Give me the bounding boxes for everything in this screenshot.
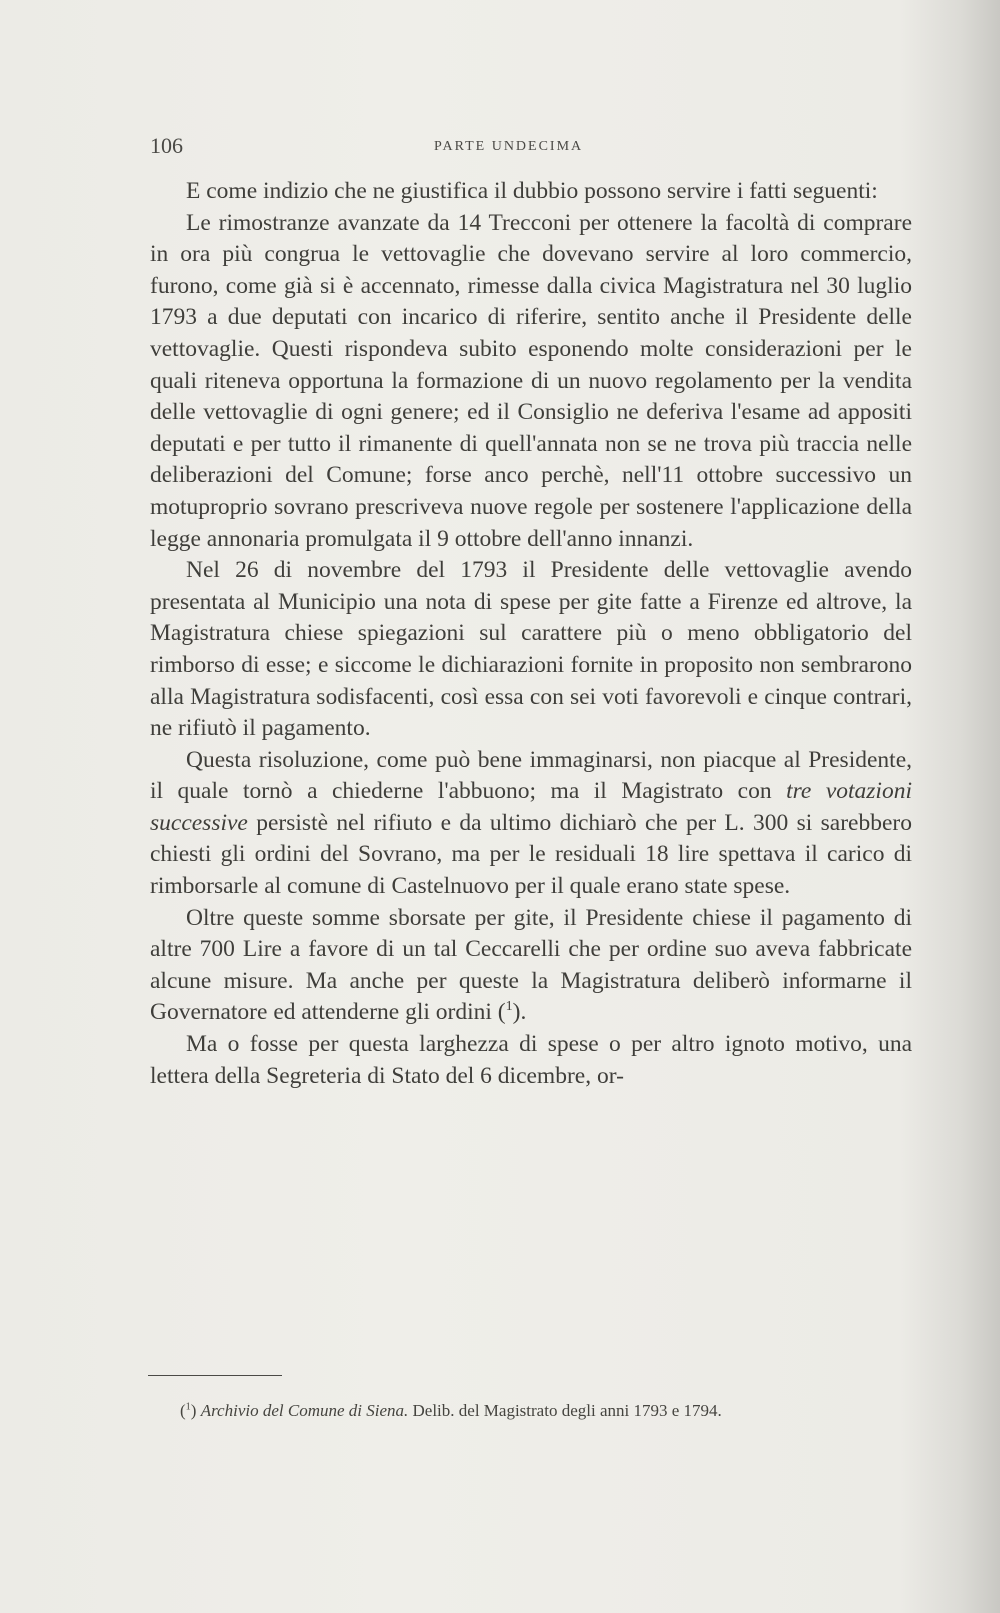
paragraph-5-text-start: Oltre queste somme sborsate per gite, il Presidente chiese il pagamento di altre 700 Lire a favore di un tal Ceccarelli che per ordine suo aveva fabbricate alcune misure. Ma anche per queste la Magistratura deliberò informarne il Governatore ed attenderne gli ordini (: [150, 904, 912, 1026]
paragraph-5-text-end: ).: [512, 999, 527, 1026]
paragraph-2: Le rimostranze avanzate da 14 Trecconi per ottenere la facoltà di comprare in ora più congrua le vettovaglie che dovevano servire al loro commercio, furono, come già si è accennato, rimesse dalla civica Magistratura nel 30 luglio 1793 a due deputati con incarico di riferire, sentito anche il Presidente delle vettovaglie. Questi rispondeva subito esponendo molte considerazioni per le quali riteneva opportuna la formazione di un nuovo regolamento per la vendita delle vettovaglie di ogni genere; ed il Consiglio ne deferiva l'esame ad appositi deputati e per tutto il rimanente di quell'annata non se ne trova più traccia nelle deliberazioni del Comune; forse anco perchè, nell'11 ottobre successivo un motuproprio sovrano prescriveva nuove regole per sostenere l'applicazione della legge annonaria promulgata il 9 ottobre dell'anno innanzi.: [150, 209, 912, 552]
footnote-source: Archivio del Comune di Siena.: [200, 1401, 409, 1420]
paragraph-4-emphasis: tre votazioni successive: [150, 778, 912, 836]
footnote-marker: 1: [185, 1401, 191, 1413]
paragraph-4: [150, 745, 912, 903]
paragraph-5: [150, 903, 912, 1029]
paragraph-4-text-end: persistè nel rifiuto e da ultimo dichiarò che per L. 300 si sarebbero chiesti gli ordini del Sovrano, ma per le residuali 18 lire spettava il carico di rimborsarle al comune di Castelnuovo per il quale erano state spese.: [150, 809, 912, 900]
footnote-text: Delib. del Magistrato degli anni 1793 e 1794.: [408, 1401, 722, 1420]
footnote-reference: 1: [505, 998, 513, 1015]
footnote: ($^1$) Archivio del Comune di Siena. Delib. del Magistrato degli anni 1793 e 1794.: [180, 1401, 722, 1420]
paragraph-4-text-start: Questa risoluzione, come può bene immaginarsi, non piacque al Presidente, il quale tornò a chiederne l'abbuono; ma il Magistrato con: [150, 746, 912, 805]
footnote-divider: [148, 1375, 282, 1376]
running-head: PARTE UNDECIMA: [434, 139, 584, 154]
paragraph-6: Ma o fosse per questa larghezza di spese o per altro ignoto motivo, una lettera della Segreteria di Stato del 6 dicembre, or-: [150, 1031, 912, 1089]
body-text: [150, 176, 912, 1092]
page-header: [150, 133, 910, 163]
page-number: 106: [150, 133, 183, 158]
paragraph-3: Nel 26 di novembre del 1793 il Presidente delle vettovaglie avendo presentata al Municipio una nota di spese per gite fatte a Firenze ed altrove, la Magistratura chiese spiegazioni sul carattere più o meno obbligatorio del rimborso di esse; e siccome le dichiarazioni fornite in proposito non sembrarono alla Magistratura sodisfacenti, così essa con sei voti favorevoli e cinque contrari, ne rifiutò il pagamento.: [150, 557, 912, 742]
paragraph-1: E come indizio che ne giustifica il dubbio possono servire i fatti seguenti:: [186, 178, 878, 204]
